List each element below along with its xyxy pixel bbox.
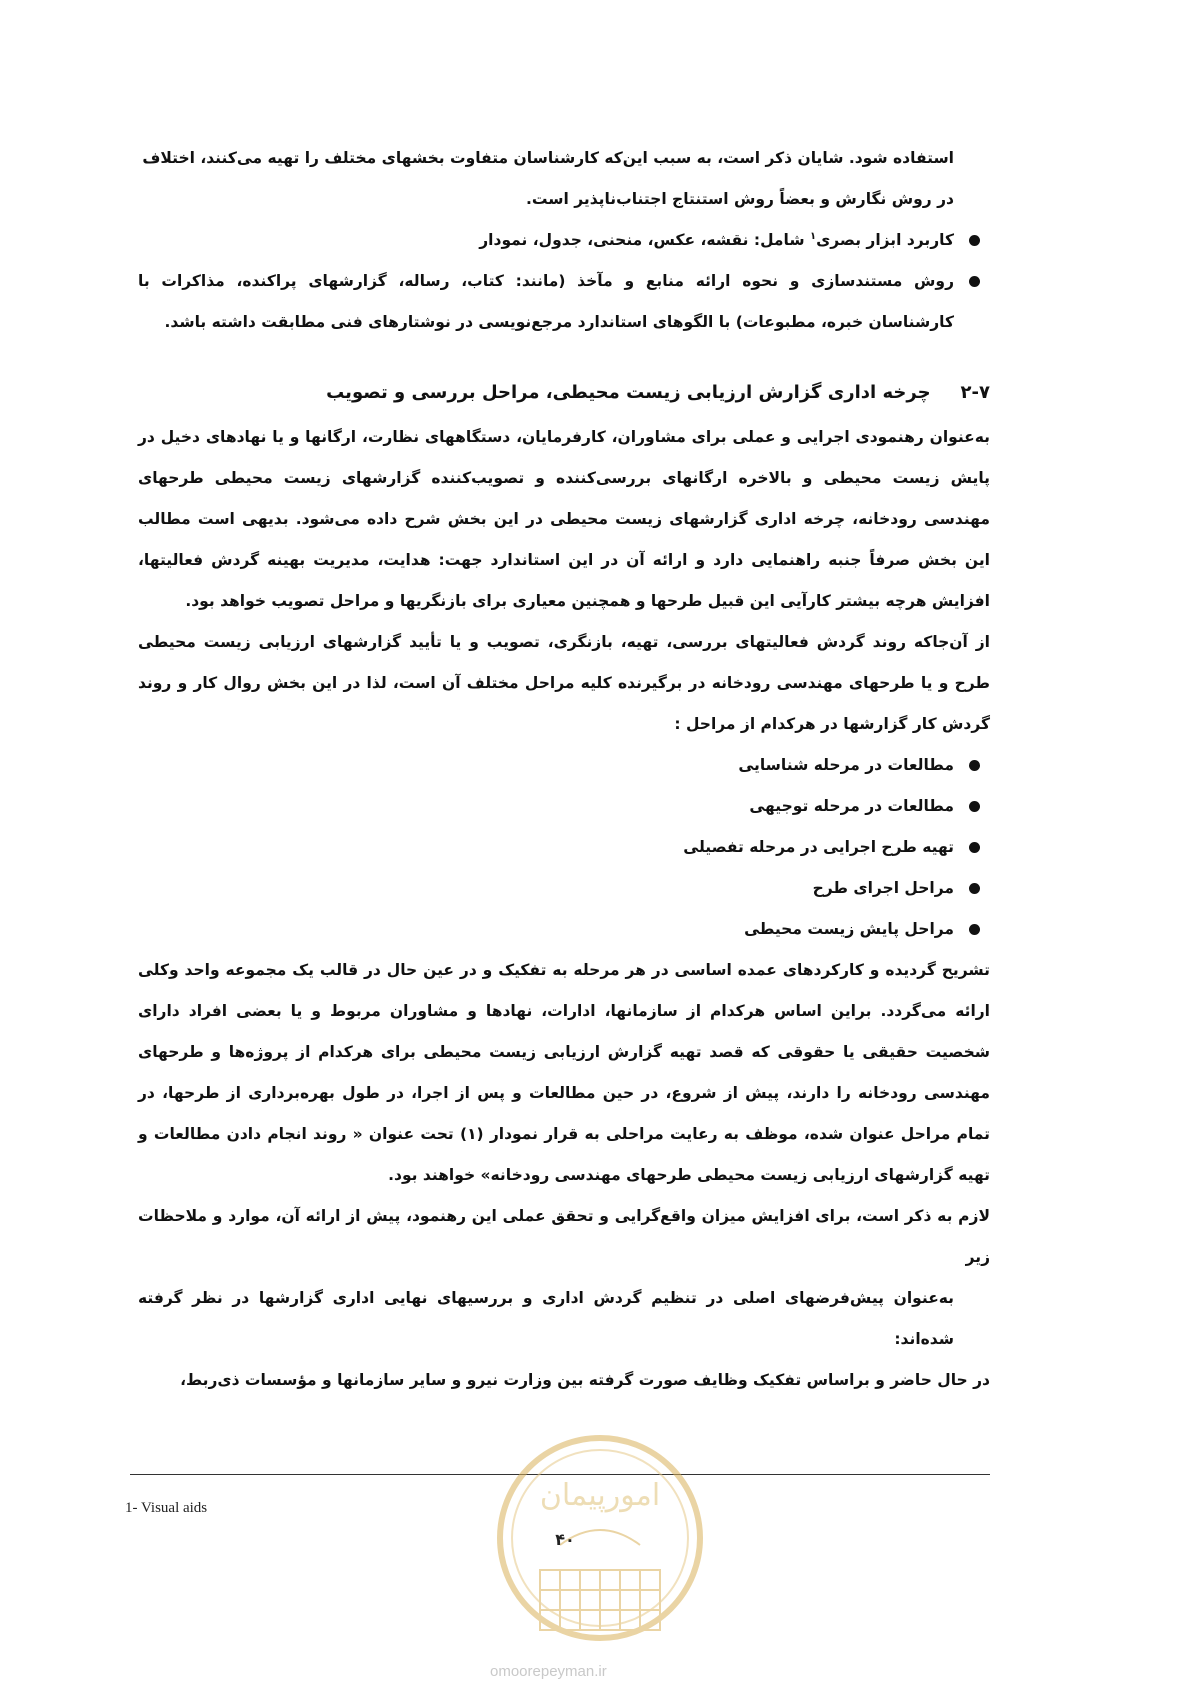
bullet-visual-aids (138, 220, 990, 261)
bullet-text: کاربرد ابزار بصری (816, 231, 954, 249)
stage-item (138, 827, 990, 868)
intro-line-2: در روش نگارش و بعضاً روش استنتاج اجتناب‌ناپذیر است. (526, 190, 954, 208)
bullet-dot (969, 276, 980, 287)
stage-text: مطالعات در مرحله شناسایی (738, 756, 954, 774)
watermark-site-text: omoorepeyman.ir (490, 1663, 607, 1680)
stage-item (138, 786, 990, 827)
intro-line-1: استفاده شود. شایان ذکر است، به سبب این‌که کارشناسان متفاوت بخشهای مختلف را تهیه می‌کنند، اختلاف (142, 149, 954, 167)
section-heading (138, 371, 990, 415)
bullet-documentation (138, 261, 990, 343)
paragraph-2: از آن‌جاکه روند گردش فعالیتهای بررسی، تهیه، بازنگری، تصویب و یا تأیید گزارشهای ارزیابی زیست محیطی طرح و یا طرحهای مهندسی رودخانه در برگیرنده کلیه مراحل مختلف آن است، لذا در این بخش روال کار و روند گردش کار گزارشها در هرکدام از مراحل : (138, 633, 990, 733)
section-title: چرخه اداری گزارش ارزیابی زیست محیطی، مراحل بررسی و تصویب (326, 382, 931, 403)
paragraph-4a: لازم به ذکر است، برای افزایش میزان واقع‌گرایی و تحقق عملی این رهنمود، پیش از ارائه آن، موارد و ملاحظات زیر (138, 1207, 990, 1266)
top-bullet-list (138, 220, 990, 343)
stage-item (138, 745, 990, 786)
bullet-dot (969, 235, 980, 246)
paragraph-1: به‌عنوان رهنمودی اجرایی و عملی برای مشاوران، کارفرمایان، دستگاههای نظارت، ارگانها و یا نهادهای دخیل در پایش زیست محیطی و بالاخره ارگانهای بررسی‌کننده و تصویب‌کننده گزارشهای زیست محیطی طرحهای مهندسی رودخانه، چرخه اداری گزارشهای زیست محیطی در این بخش شرح داده می‌شود. بدیهی است مطالب این بخش صرفاً جنبه راهنمایی دارد و ارائه آن در این استاندارد جهت: هدایت، مدیریت بهینه گردش فعالیتها، افزایش هرچه بیشتر کارآیی این قبیل طرحها و همچنین معیاری برای بازنگریها و مراحل تصویب خواهد بود. (138, 428, 990, 610)
stage-text: مراحل پایش زیست محیطی (744, 920, 954, 938)
paragraph-4b: به‌عنوان پیش‌فرضهای اصلی در تنظیم گردش اداری و بررسیهای نهایی اداری گزارشها در نظر گرفته شده‌اند: (138, 1289, 954, 1348)
stage-text: تهیه طرح اجرایی در مرحله تفصیلی (683, 838, 954, 856)
bullet-text-continued: شامل: نقشه، عکس، منحنی، جدول، نمودار (479, 231, 810, 249)
paragraph-3: تشریح گردیده و کارکردهای عمده اساسی در هر مرحله به تفکیک و در عین حال در قالب یک مجموعه واحد وکلی ارائه می‌گردد. براین اساس هرکدام از سازمانها، ادارات، نهادها و مشاوران مربوط و یا بعضی افراد دارای شخصیت حقیقی یا حقوقی که قصد تهیه گزارش ارزیابی زیست محیطی برای هرکدام از پروژه‌ها و طرحهای مهندسی رودخانه را دارند، پیش از شروع، در حین مطالعات و پس از اجرا، در طول بهره‌برداری از طرحها، در تمام مراحل عنوان شده، موظف به رعایت مراحلی به قرار نمودار (۱) تحت عنوان « روند انجام دادن مطالعات و تهیه گزارشهای ارزیابی زیست محیطی طرحهای مهندسی رودخانه» خواهند بود. (138, 961, 990, 1184)
bullet-dot (969, 760, 980, 771)
stage-item (138, 868, 990, 909)
bullet-dot (969, 883, 980, 894)
page-number: ۴۰ (555, 1530, 575, 1549)
watermark-logo-text: امورپیمان (539, 1478, 661, 1513)
paragraph-5: در حال حاضر و براساس تفکیک وظایف صورت گرفته بین وزارت نیرو و سایر سازمانها و مؤسسات ذی‌ربط، (180, 1371, 990, 1389)
stages-list (138, 745, 990, 950)
stage-text: مطالعات در مرحله توجیهی (749, 797, 954, 815)
page-body (138, 138, 990, 1401)
bullet-dot (969, 924, 980, 935)
watermark-logo-icon (470, 1420, 730, 1660)
bullet-dot (969, 801, 980, 812)
section-number: ۲-۷ (960, 382, 990, 403)
stage-item (138, 909, 990, 950)
stage-text: مراحل اجرای طرح (812, 879, 954, 897)
bullet-dot (969, 842, 980, 853)
bullet-text: روش مستندسازی و نحوه ارائه منابع و مآخذ (مانند: کتاب، رساله، گزارشهای پراکنده، مذاکرات با کارشناسان خبره، مطبوعات) با الگوهای استاندارد مرجع‌نویسی در نوشتارهای فنی مطابقت داشته باشد. (138, 272, 954, 331)
footnote-marker: ۱ (809, 230, 817, 242)
footnote: 1- Visual aids (125, 1500, 208, 1516)
